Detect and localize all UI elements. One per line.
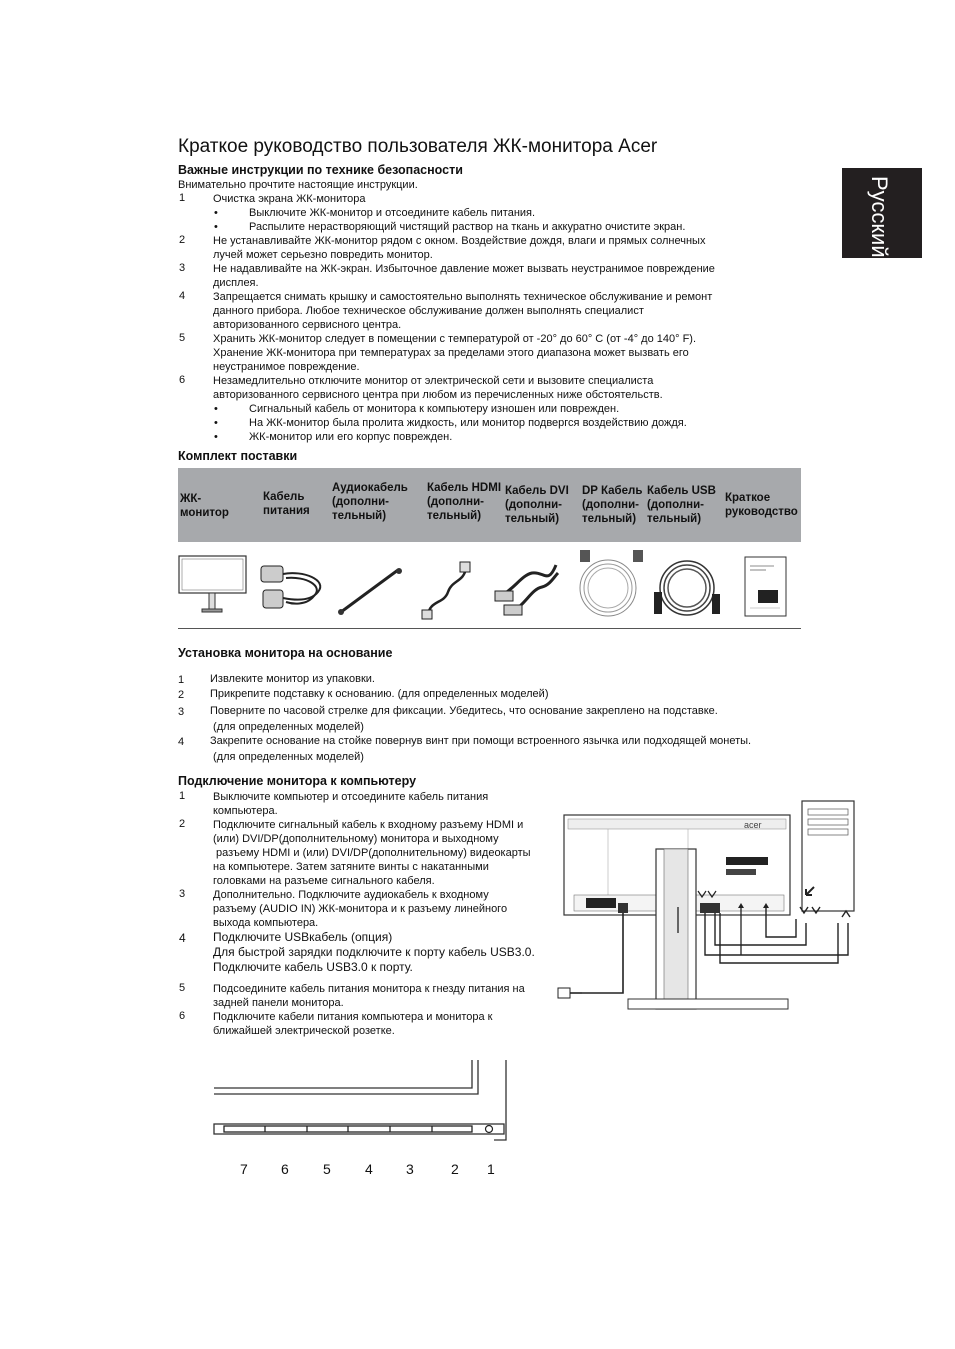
language-tab-label: Русский xyxy=(867,176,892,258)
dvi-cable-icon xyxy=(492,555,567,617)
package-item-label: Кабель HDMI xyxy=(427,482,502,494)
package-item-label: монитор xyxy=(180,507,229,519)
connect-item-text: Подключите кабели питания компьютера и монитора к xyxy=(213,1011,493,1023)
safety-item-number: 1 xyxy=(179,192,186,204)
stand-item-text: (для определенных моделей) xyxy=(210,721,364,733)
package-item-label: тельный) xyxy=(505,513,560,525)
package-divider xyxy=(178,628,801,629)
stand-item-number: 3 xyxy=(178,706,185,718)
connect-item-text: Для быстрой зарядки подключите к порту кабель USB3.0. xyxy=(213,945,535,959)
package-item-label: Аудиокабель xyxy=(332,482,408,494)
connect-item-text: ближайшей электрической розетке. xyxy=(213,1025,395,1037)
audio-cable-icon xyxy=(336,562,406,618)
connect-item-text: Выключите компьютер и отсоедините кабель питания xyxy=(213,791,489,803)
connect-item-number: 2 xyxy=(179,818,186,830)
bullet-dot: • xyxy=(214,207,218,219)
safety-intro: Внимательно прочтите настоящие инструкции. xyxy=(178,179,418,191)
connect-item-text: разъему (AUDIO IN) ЖК-монитора и к разъему линейного xyxy=(213,903,508,915)
control-label: 6 xyxy=(281,1161,289,1177)
connect-item-text: компьютера. xyxy=(213,805,278,817)
control-label: 3 xyxy=(406,1161,414,1177)
package-item-label: (дополни- xyxy=(647,499,704,511)
connect-item-text: Подключите сигнальный кабель к входному разъему HDMI и xyxy=(213,819,524,831)
connect-heading: Подключение монитора к компьютеру xyxy=(178,774,417,788)
safety-bullet-text: Распылите нерастворяющий чистящий раствор на ткань и аккуратно очистите экран. xyxy=(249,221,686,233)
connect-item-number: 5 xyxy=(179,982,186,994)
package-item-label: тельный) xyxy=(332,510,387,522)
diagram-brand-label: acer xyxy=(744,820,762,830)
connect-item-text: Подключите USBкабель (опция) xyxy=(213,930,393,944)
control-label: 4 xyxy=(365,1161,373,1177)
connect-item-text: разъему HDMI и (или) DVI/DP(дополнительному) видеокарты xyxy=(213,847,531,859)
safety-bullet-text: Выключите ЖК-монитор и отсоедините кабель питания. xyxy=(249,207,536,219)
safety-item-number: 4 xyxy=(179,290,186,302)
stand-item-text: Закрепите основание на стойке повернув винт при помощи встроенного язычка или подходящей монеты. xyxy=(210,735,752,747)
package-item-label: (дополни- xyxy=(332,496,389,508)
connect-item-number: 1 xyxy=(179,790,186,802)
dp-cable-icon xyxy=(575,548,645,620)
safety-item-text: Запрещается снимать крышку и самостоятельно выполнять техническое обслуживание и ремонт xyxy=(213,291,713,303)
connect-item-text: Подключите кабель USB3.0 к порту. xyxy=(213,960,413,974)
stand-item-text: (для определенных моделей) xyxy=(210,751,364,763)
safety-bullet-text: Сигнальный кабель от монитора к компьютеру изношен или поврежден. xyxy=(249,403,620,415)
safety-item-text: авторизованного сервисного центра при любом из перечисленных ниже обстоятельств. xyxy=(213,389,663,401)
safety-item-text: неустранимое повреждение. xyxy=(213,361,360,373)
stand-item-number: 4 xyxy=(178,736,185,748)
safety-item-number: 5 xyxy=(179,332,186,344)
package-item-label: питания xyxy=(263,505,310,517)
package-item-label: DP Кабель xyxy=(582,485,643,497)
stand-item-text: Прикрепите подставку к основанию. (для определенных моделей) xyxy=(210,688,549,700)
safety-item-number: 6 xyxy=(179,374,186,386)
connection-diagram xyxy=(548,795,863,1020)
safety-item-text: данного прибора. Любое техническое обслуживание должен выполнять специалист xyxy=(213,305,644,317)
package-item-label: тельный) xyxy=(427,510,482,522)
safety-item-text: лучей может серьезно повредить монитор. xyxy=(213,249,433,261)
connect-item-text: (или) DVI/DP(дополнительному) монитора и выходному xyxy=(213,833,499,845)
usb-cable-icon xyxy=(654,550,720,620)
package-item-label: Кабель xyxy=(263,491,305,503)
control-label: 7 xyxy=(240,1161,248,1177)
safety-bullet-text: ЖК-монитор или его корпус поврежден. xyxy=(249,431,453,443)
connect-item-number: 4 xyxy=(179,931,186,945)
connect-item-text: Подсоедините кабель питания монитора к гнезду питания на xyxy=(213,983,525,995)
safety-item-number: 2 xyxy=(179,234,186,246)
safety-item-text: дисплея. xyxy=(213,277,259,289)
safety-item-number: 3 xyxy=(179,262,186,274)
bullet-dot: • xyxy=(214,417,218,429)
connect-item-text: головками на разъеме сигнального кабеля. xyxy=(213,875,435,887)
stand-heading: Установка монитора на основание xyxy=(178,646,393,660)
stand-item-number: 1 xyxy=(178,674,185,686)
package-item-label: Кабель USB xyxy=(647,485,716,497)
control-label: 1 xyxy=(487,1161,495,1177)
package-item-label: тельный) xyxy=(647,513,702,525)
bullet-dot: • xyxy=(214,403,218,415)
package-item-label: тельный) xyxy=(582,513,637,525)
package-item-label: ЖК- xyxy=(180,493,202,505)
hdmi-cable-icon xyxy=(418,560,478,620)
stand-item-text: Поверните по часовой стрелке для фиксации. Убедитесь, что основание закреплено на подставке. xyxy=(210,705,718,717)
language-tab xyxy=(842,168,922,258)
package-item-label: (дополни- xyxy=(427,496,484,508)
connect-item-text: выхода компьютера. xyxy=(213,917,319,929)
package-item-label: Кабель DVI xyxy=(505,485,569,497)
stand-item-number: 2 xyxy=(178,689,185,701)
connect-item-text: на компьютере. Затем затяните винты с накатанными xyxy=(213,861,489,873)
safety-item-text: авторизованного сервисного центра. xyxy=(213,319,402,331)
front-controls-diagram xyxy=(210,1060,510,1150)
safety-item-text: Хранить ЖК-монитор следует в помещении с температурой от -20° до 60° C (от -4° до 140° F). xyxy=(213,333,697,345)
safety-item-text: Не устанавливайте ЖК-монитор рядом с окном. Воздействие дождя, влаги и прямых солнечных xyxy=(213,235,706,247)
page-title: Краткое руководство пользователя ЖК-монитора Acer xyxy=(178,136,658,157)
safety-bullet-text: На ЖК-монитор была пролита жидкость, или монитор подвергся воздействию дождя. xyxy=(249,417,687,429)
package-item-label: руководство xyxy=(725,506,798,518)
safety-item-text: Хранение ЖК-монитора при температурах за пределами этого диапазона может вызвать его xyxy=(213,347,689,359)
safety-heading: Важные инструкции по технике безопасности xyxy=(178,163,463,177)
safety-item-text: Незамедлительно отключите монитор от электрической сети и вызовите специалиста xyxy=(213,375,654,387)
stand-item-text: Извлеките монитор из упаковки. xyxy=(210,673,375,685)
connect-item-number: 3 xyxy=(179,888,186,900)
connect-item-text: Дополнительно. Подключите аудиокабель к входному xyxy=(213,889,489,901)
package-heading: Комплект поставки xyxy=(178,449,298,463)
bullet-dot: • xyxy=(214,221,218,233)
control-label: 5 xyxy=(323,1161,331,1177)
quick-guide-icon xyxy=(744,556,788,618)
power-cable-icon xyxy=(258,560,333,618)
package-item-label: (дополни- xyxy=(582,499,639,511)
package-item-label: Краткое xyxy=(725,492,771,504)
connect-item-number: 6 xyxy=(179,1010,186,1022)
safety-item-text: Не надавливайте на ЖК-экран. Избыточное давление может вызвать неустранимое повреждение xyxy=(213,263,715,275)
control-label: 2 xyxy=(451,1161,459,1177)
connect-item-text: задней панели монитора. xyxy=(213,997,344,1009)
package-item-label: (дополни- xyxy=(505,499,562,511)
safety-item-text: Очистка экрана ЖК-монитора xyxy=(213,193,366,205)
bullet-dot: • xyxy=(214,431,218,443)
monitor-icon xyxy=(178,555,248,615)
